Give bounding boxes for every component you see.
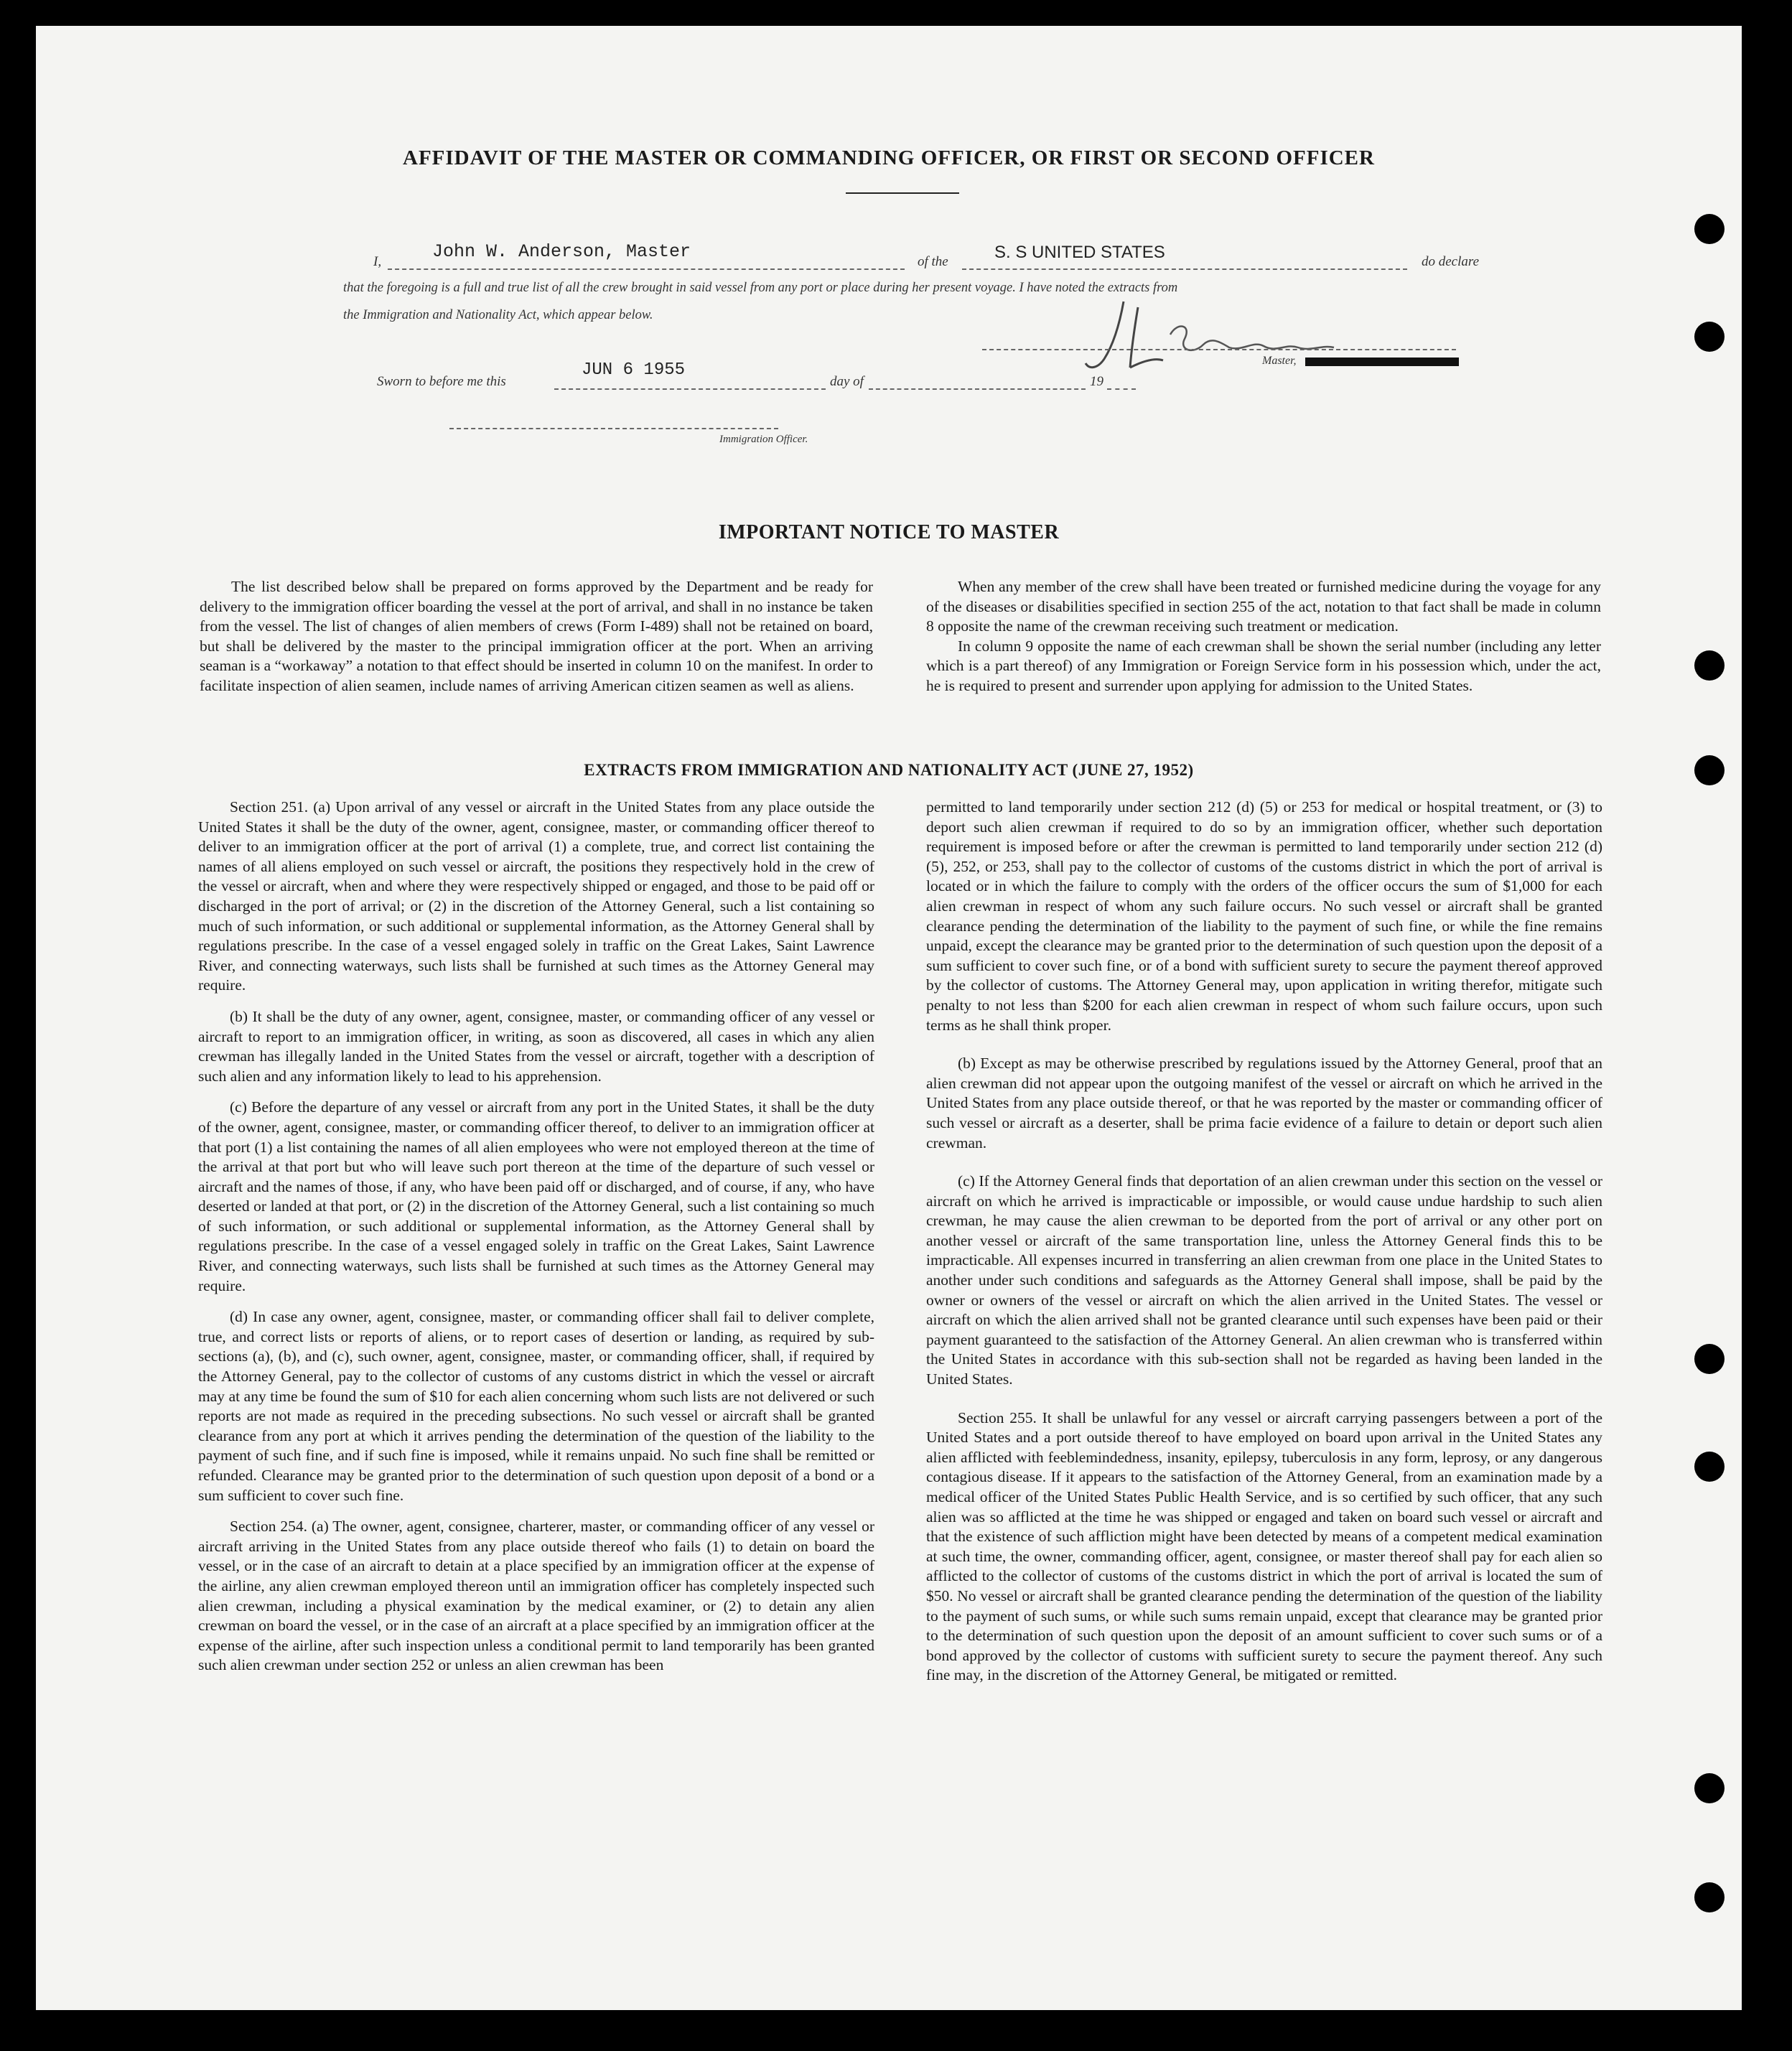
extracts-right-column [926, 798, 1602, 1697]
title-underline [846, 192, 959, 194]
of-the-label: of the [918, 254, 948, 269]
master-signature [1070, 293, 1371, 379]
i-label: I, [373, 254, 382, 269]
section-251c: (c) Before the departure of any vessel or aircraft from any port in the United States, it shall be the duty of the owner, agent, consignee, master, or commanding officer thereof, to deliver to an immigration officer at that port (1) a list containing the names of all alien employees who were not employed thereon at the time of the arrival at that port but who will leave such port thereon at the time of the departure of such vessel or aircraft and the names of those, if any, who have been paid off or discharged, and of course, if any, who have deserted or landed at that port, or (2) in the discretion of the Attorney General, such a list containing so much of such information, or such additional or supplemental information, as the Attorney General shall by regulations prescribe. In the case of a vessel engaged solely in traffic on the Great Lakes, Saint Lawrence River, and connecting waterways, such lists shall be furnished at such times as the Attorney General may require. [198, 1098, 874, 1294]
notice-left-paragraph: The list described below shall be prepared on forms approved by the Department and be ready for delivery to the immigration officer boarding the vessel at the port of arrival, and shall in no instance be taken from the vessel. The list of changes of alien members of crews (Form I-489) shall not be retained on board, but shall be delivered by the master to the principal immigration officer at the port. When an arriving seaman is a “workaway” a notation to that effect should be inserted in column 10 on the manifest. In order to facilitate inspection of alien seamen, include names of arriving American citizen seamen as well as aliens. [200, 578, 873, 694]
sworn-date-stamp: JUN 6 1955 [582, 360, 686, 380]
day-of-label: day of [830, 374, 864, 389]
affidavit-statement-line2: the Immigration and Nationality Act, which appear below. [343, 308, 653, 322]
section-254a: Section 254. (a) The owner, agent, consignee, charterer, master, or commanding officer of any vessel or aircraft arriving in the United States from any place outside thereof who fails (1) to detain on board the vessel, or in the case of an aircraft to detain at a place specified by an immigration officer at the expense of the airline, any alien crewman employed thereon until an immigration officer has completely inspected such alien crewman, including a physical examination by the medical examiner, or (2) to detain any alien crewman on board the vessel, or in the case of an aircraft at a place specified by an immigration officer at the expense of the airline, after such inspection unless a conditional permit to land temporarily has been granted such alien crewman under section 252 or unless an alien crewman has been [198, 1518, 874, 1674]
redaction-bar [1305, 358, 1459, 366]
punch-hole [1694, 650, 1725, 681]
punch-hole [1694, 1344, 1725, 1374]
section-251d: (d) In case any owner, agent, consignee, master, or commanding officer shall fail to deliver complete, true, and correct lists or reports of aliens, or to report cases of desertion or landing, as required by sub-sections (a), (b), and (c), such owner, agent, consignee, master, or commanding officer, shall, if required by the Attorney General, pay to the collector of customs of any customs district in which the vessel or aircraft may at any time be found the sum of $10 for each alien concerning whom such lists are not delivered or such reports are not made as required in the preceding subsections. No such vessel or aircraft shall be granted clearance from any port at which it arrives pending the determination of the question of the liability to the payment of such fine, and if such fine is imposed, while it remains unpaid. No such fine shall be remitted or refunded. Clearance may be granted prior to the determination of such question upon deposit of a bond or a sum sufficient to cover such fine. [198, 1308, 874, 1504]
year-label: 19 [1090, 374, 1103, 389]
section-251a: Section 251. (a) Upon arrival of any vessel or aircraft in the United States from any place outside the United States it shall be the duty of the owner, agent, consignee, master, or commanding officer thereof to deliver to an immigration officer at the port of arrival (1) a complete, true, and correct list containing the names of all aliens employed on such vessel or aircraft, the positions they respectively hold in the crew of the vessel or aircraft, when and where they were respectively shipped or engaged, and those to be paid off or discharged in the port of arrival; or (2) in the discretion of the Attorney General, such a list containing so much of such information, or such additional or supplemental information, as the Attorney General shall by regulations prescribe. In the case of a vessel engaged solely in traffic on the Great Lakes, Saint Lawrence River, and connecting waterways, such lists shall be furnished at such times as the Attorney General may require. [198, 798, 874, 994]
notice-left-column [200, 577, 873, 708]
declarant-line [388, 268, 905, 270]
affidavit-title: AFFIDAVIT OF THE MASTER OR COMMANDING OFFICER, OR FIRST OR SECOND OFFICER [403, 146, 1375, 169]
punch-hole [1694, 214, 1725, 244]
punch-hole [1694, 1882, 1725, 1912]
extracts-left-column [198, 798, 874, 1687]
vessel-line [962, 268, 1407, 270]
notice-right-column [926, 577, 1601, 708]
section-254b: (b) Except as may be otherwise prescribed by regulations issued by the Attorney General, proof that an alien crewman did not appear upon the outgoing manifest of the vessel or aircraft on which he arrived in the United States from any place outside thereof, or that he was reported by the master or commanding officer of such vessel or aircraft as a deserter, shall be prima facie evidence of a failure to detain or deport such alien crewman. [926, 1055, 1602, 1151]
punch-hole [1694, 1773, 1725, 1803]
declarant-name: John W. Anderson, Master [432, 241, 691, 262]
section-255: Section 255. It shall be unlawful for any vessel or aircraft carrying passengers between a port of the United States and a port outside thereof to have employed on board upon arrival in the United States any alien afflicted with feeblemindedness, insanity, epilepsy, tuberculosis in any form, leprosy, or any dangerous contagious disease. If it appears to the satisfaction of the Attorney General, from an examination made by a medical officer of the United States Public Health Service, and is so certified by such officer, that any such alien was so afflicted at the time he was shipped or engaged and taken on board such vessel or aircraft and that the existence of such affliction might have been detected by means of a competent medical examination at such time, the owner, commanding officer, agent, consignee, or master thereof shall pay for each alien so afflicted to the collector of customs of the customs district in which the port of arrival is located the sum of $50. No vessel or aircraft shall be granted clearance pending the determination of the question of the liability to the payment of such sums, or while such sums remain unpaid, except that clearance may be granted prior to the determination of such question upon the deposit of an amount sufficient to cover such sums or of a bond approved by the collector of customs with sufficient surety to secure the payment thereof. Any such fine may, in the discretion of the Attorney General, be mitigated or remitted. [926, 1408, 1602, 1684]
master-signature-line [982, 349, 1456, 350]
immigration-officer-line [449, 428, 778, 429]
punch-hole [1694, 322, 1725, 352]
notice-title: IMPORTANT NOTICE TO MASTER [718, 521, 1060, 543]
do-declare-label: do declare [1422, 254, 1480, 269]
year-line [1107, 388, 1136, 390]
extracts-title: EXTRACTS FROM IMMIGRATION AND NATIONALITY ACT (JUNE 27, 1952) [584, 761, 1194, 779]
punch-hole [1694, 755, 1725, 785]
affidavit-statement-line1: that the foregoing is a full and true list of all the crew brought in said vessel from any port or place during her present voyage. I have noted the extracts from [343, 281, 1178, 295]
section-254a-continued: permitted to land temporarily under section 212 (d) (5) or 253 for medical or hospital treatment, or (3) to deport such alien crewman if required to do so by an immigration officer, whether such deportation requirement is imposed before or after the crewman is permitted to land temporarily under section 212 (d) (5), 252, or 253, shall pay to the collector of customs of the customs district in which the port of arrival is located or in which the failure to comply with the orders of the officer occurs the sum of $1,000 for each alien crewman in respect of whom any such failure occurs. No such vessel or aircraft shall be granted clearance pending the determination of the liability to the payment of such fine, or while the fine remains unpaid, except the clearance may be granted prior to the determination of such question upon the deposit of a sum sufficient to cover such fine, or of a bond with sufficient surety to secure the payment thereof approved by the collector of customs. The Attorney General may, upon application in writing therefor, mitigate such penalty to not less than $200 for each alien crewman in respect of whom such failure occurs, upon such terms as he shall think proper. [926, 798, 1602, 1034]
notice-right-paragraph-1: When any member of the crew shall have been treated or furnished medicine during the voyage for any of the diseases or disabilities specified in section 255 of the act, notation to that fact shall be made in column 8 opposite the name of the crewman receiving such treatment or medication. [926, 578, 1601, 635]
section-251b: (b) It shall be the duty of any owner, agent, consignee, master, or commanding officer of any vessel or aircraft to report to an immigration officer, in writing, as soon as discovered, all cases in which any alien crewman has illegally landed in the United States from the vessel or aircraft, together with a description of such alien and any information likely to lead to his apprehension. [198, 1007, 874, 1085]
section-254c: (c) If the Attorney General finds that deportation of an alien crewman under this section on the vessel or aircraft on which he arrived is impracticable or impossible, or would cause undue hardship to such alien crewman, he may cause the alien crewman to be deported from the port of arrival or any other port on another vessel or aircraft of the same transportation line, unless the Attorney General finds this to be impracticable. All expenses incurred in transferring an alien crewman from one place in the United States to another under such conditions and safeguards as the Attorney General shall impose, shall be paid by the owner or owners of the vessel or aircraft on which the alien arrived in the United States. The vessel or aircraft on which the alien arrived shall not be granted clearance until such expenses have been paid or their payment guaranteed to the satisfaction of the Attorney General. An alien crewman who is transferred within the United States in accordance with this sub-section shall not be regarded as having been landed in the United States. [926, 1172, 1602, 1388]
notice-right-paragraph-2: In column 9 opposite the name of each crewman shall be shown the serial number (including any letter which is a part thereof) of any Immigration or Foreign Service form in his possession which, under the act, he is required to present and surrender upon applying for admission to the United States. [926, 637, 1601, 694]
vessel-name: S. S UNITED STATES [994, 243, 1165, 262]
month-line [869, 388, 1086, 390]
document-page [36, 26, 1742, 2010]
sworn-label: Sworn to before me this [377, 374, 506, 389]
sworn-date-line [554, 388, 826, 390]
punch-hole [1694, 1452, 1725, 1482]
master-label: Master, [1262, 355, 1297, 367]
immigration-officer-label: Immigration Officer. [719, 434, 808, 445]
